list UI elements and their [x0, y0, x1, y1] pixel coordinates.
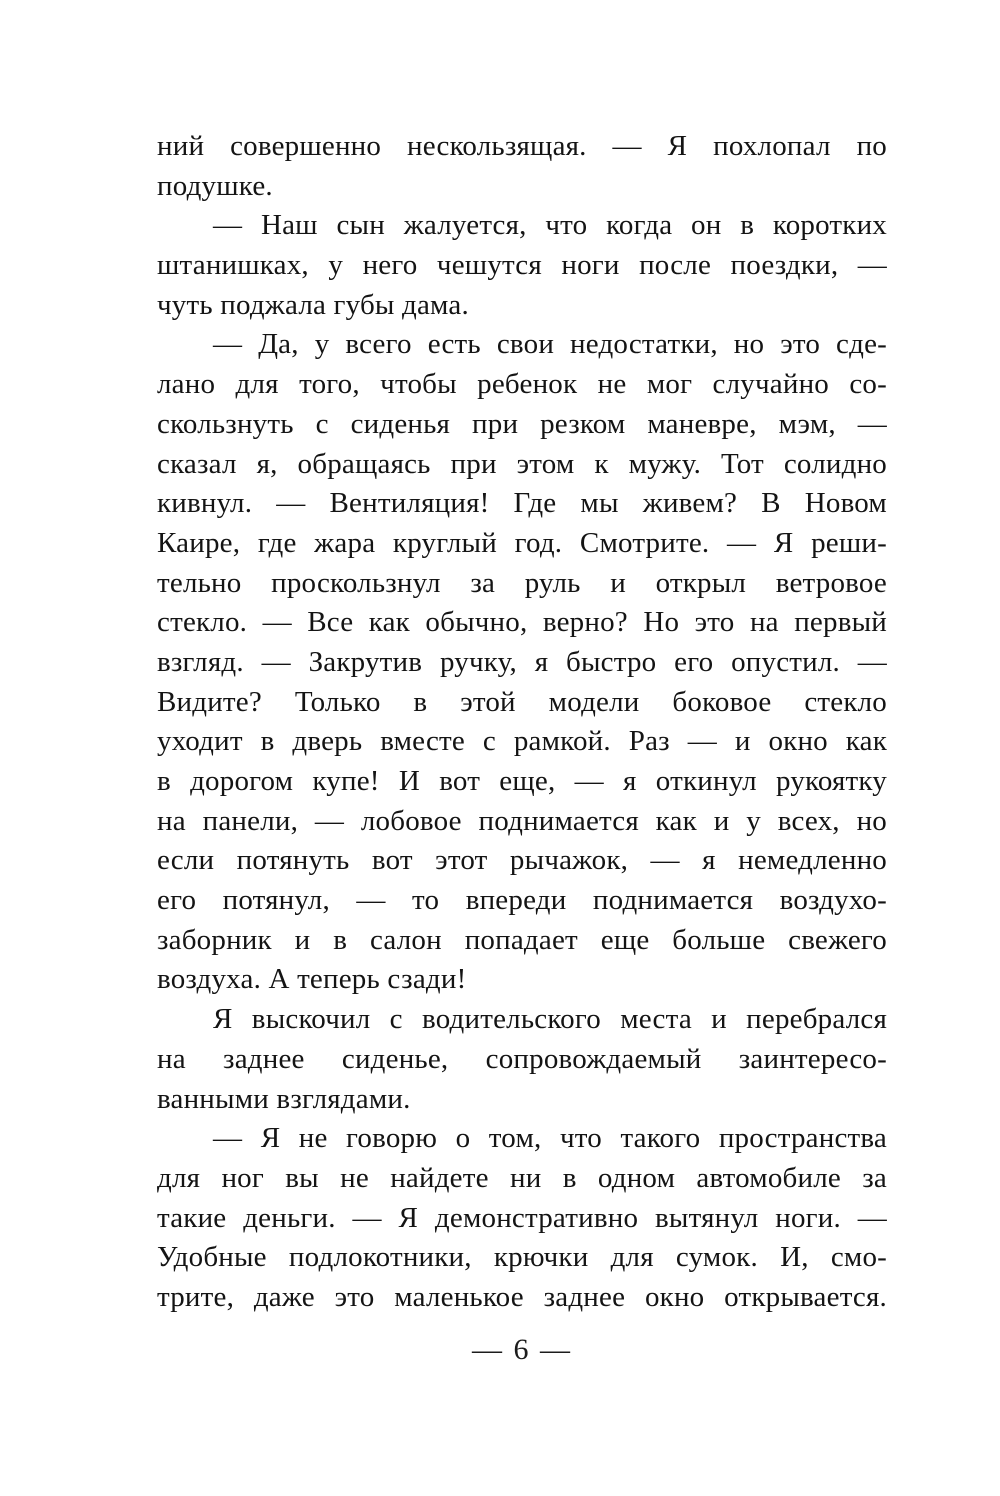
- text-line: ний совершенно нескользящая. — Я похлопал по: [157, 130, 887, 162]
- text-line: такие деньги. — Я демонстративно вытянул ноги. —: [157, 1201, 887, 1234]
- text-line: тельно проскользнул за руль и открыл ветровое: [157, 566, 887, 599]
- text-line: штанишках, у него чешутся ноги после поездки, —: [157, 249, 887, 282]
- text-column: [157, 127, 887, 1318]
- text-line: ванными взглядами.: [157, 1082, 411, 1115]
- text-line: на заднее сиденье, сопровождаемый заинтересо-: [157, 1042, 887, 1075]
- text-line: взгляд. — Закрутив ручку, я быстро его опустил. —: [157, 645, 887, 678]
- text-line: скользнуть с сиденья при резком маневре, мэм, —: [157, 407, 887, 440]
- text-line: кивнул. — Вентиляция! Где мы живем? В Новом: [157, 487, 887, 520]
- text-line: воздуха. А теперь сзади!: [157, 963, 467, 996]
- text-line: его потянул, — то впереди поднимается воздухо-: [157, 884, 887, 917]
- text-line: — Наш сын жалуется, что когда он в коротких: [213, 209, 887, 242]
- text-line: сказал я, обращаясь при этом к мужу. Тот солидно: [157, 447, 887, 480]
- text-line: для ног вы не найдете ни в одном автомобиле за: [157, 1161, 887, 1194]
- text-line: Удобные подлокотники, крючки для сумок. И, смо-: [157, 1241, 887, 1274]
- text-line: заборник и в салон попадает еще больше свежего: [157, 923, 887, 956]
- text-line: — Я не говорю о том, что такого пространства: [213, 1122, 887, 1155]
- text-line: если потянуть вот этот рычажок, — я немедленно: [157, 844, 887, 877]
- text-line: трите, даже это маленькое заднее окно открывается.: [157, 1280, 887, 1313]
- text-line: в дорогом купе! И вот еще, — я откинул рукоятку: [157, 765, 887, 797]
- text-line: Я выскочил с водительского места и перебрался: [213, 1003, 887, 1036]
- text-line: стекло. — Все как обычно, верно? Но это на первый: [157, 606, 887, 639]
- text-line: Каире, где жара круглый год. Смотрите. — Я реши-: [157, 526, 887, 559]
- text-line: подушке.: [157, 169, 273, 202]
- text-line: — Да, у всего есть свои недостатки, но это сде-: [213, 328, 887, 361]
- text-line: чуть поджала губы дама.: [157, 288, 469, 321]
- text-line: уходит в дверь вместе с рамкой. Раз — и окно как: [157, 725, 887, 758]
- text-line: на панели, — лобовое поднимается как и у всех, но: [157, 804, 887, 837]
- text-line: лано для того, чтобы ребенок не мог случайно со-: [157, 368, 887, 401]
- text-line: Видите? Только в этой модели боковое стекло: [157, 685, 887, 718]
- page-number: — 6 —: [472, 1333, 572, 1366]
